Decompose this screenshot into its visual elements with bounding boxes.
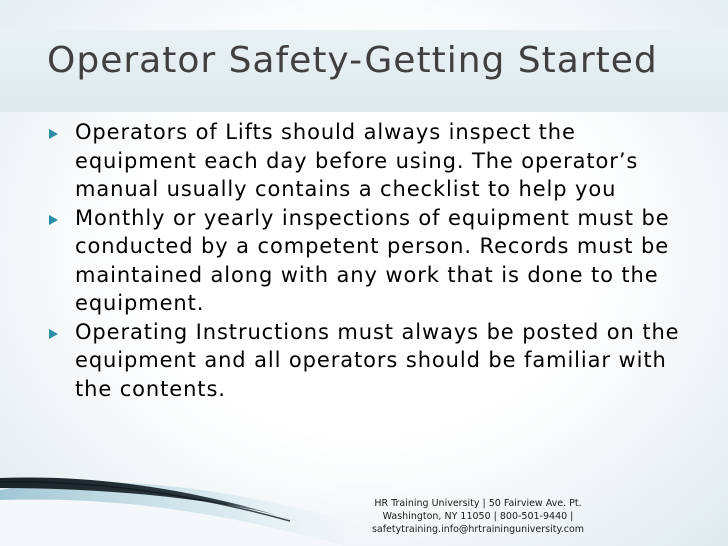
slide-title: Operator Safety-Getting Started — [47, 40, 658, 81]
bullet-text: Operating Instructions must always be posted on the equipment and all operators should be familiar with the contents. — [75, 319, 680, 401]
footer-line: safetytraining.info@hrtraininguniversity.com — [371, 524, 585, 535]
footer-line: Washington, NY 11050 | 800-501-9440 | — [382, 511, 574, 522]
footer-line: HR Training University | 50 Fairview Ave. Pt. — [374, 498, 582, 509]
bullet-text: Monthly or yearly inspections of equipment must be conducted by a competent person. Records must be maintained along with any work that is done to the equipment. — [75, 205, 670, 315]
footer-contact — [358, 497, 598, 536]
bullet-text: Operators of Lifts should always inspect the equipment each day before using. The operator’s manual usually contains a checklist to help you — [75, 120, 639, 201]
